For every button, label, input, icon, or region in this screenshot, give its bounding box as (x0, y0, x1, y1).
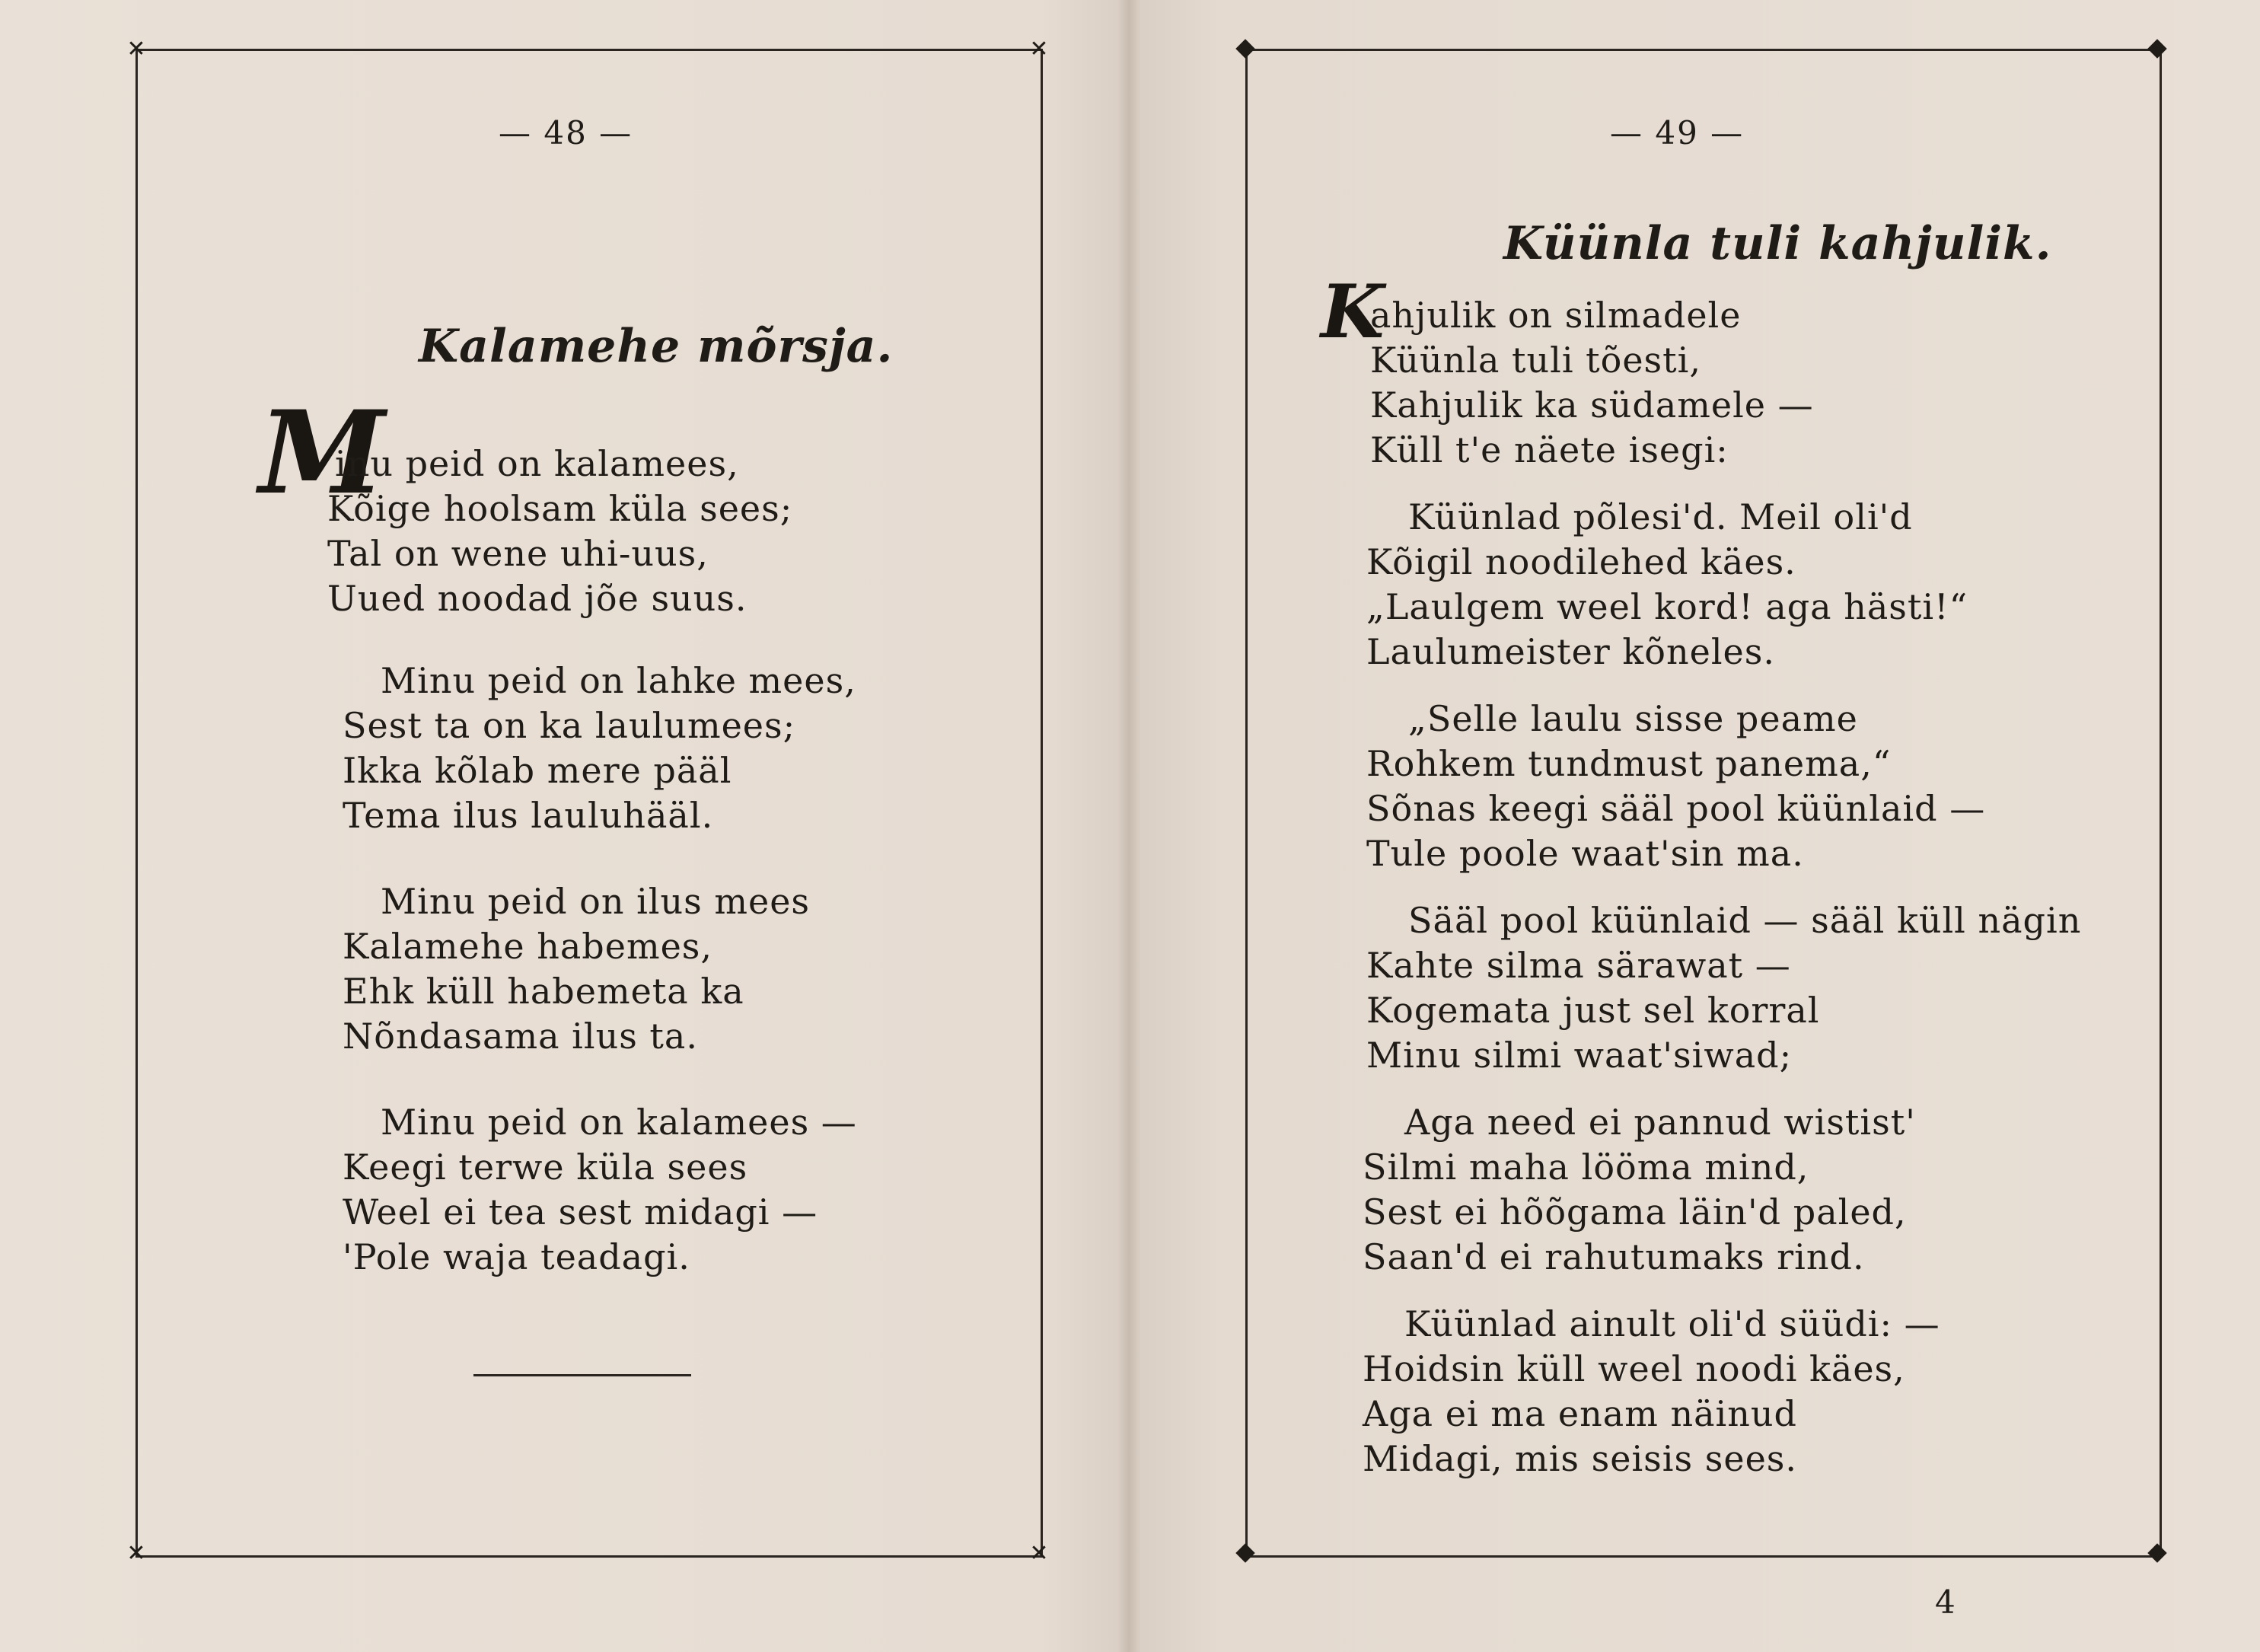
right-page-number: — 49 — (1610, 114, 1745, 151)
poem-line: Minu peid on ilus mees (381, 881, 811, 922)
poem-line: Saan'd ei rahutumaks rind. (1363, 1236, 1865, 1277)
poem-line: Kogemata just sel korral (1366, 990, 1820, 1031)
poem-line: Tema ilus lauluhääl. (343, 795, 714, 836)
right-drop-cap: K (1321, 269, 1385, 355)
poem-line: Sest ta on ka laulumees; (343, 705, 796, 746)
left-stanza-2 (343, 659, 856, 838)
poem-line: Rohkem tundmust panema,“ (1366, 743, 1892, 784)
end-of-poem-rule (473, 1374, 691, 1376)
poem-line: Tule poole waat'sin ma. (1366, 833, 1804, 874)
left-stanza-3 (343, 879, 810, 1059)
right-poem-title: Küünla tuli kahjulik. (1503, 217, 2052, 270)
poem-line: Sest ei hõõgama läin'd paled, (1363, 1191, 1907, 1233)
right-stanza-3 (1366, 697, 1985, 876)
poem-line: Minu peid on kalamees — (381, 1102, 857, 1143)
poem-line: Hoidsin küll weel noodi käes, (1363, 1348, 1905, 1389)
right-stanza-5 (1363, 1100, 1916, 1280)
left-stanza-4 (343, 1100, 857, 1280)
corner-ornament-icon: ✕ (126, 1540, 146, 1567)
right-stanza-6 (1363, 1302, 1940, 1481)
poem-line: 'Pole waja teadagi. (343, 1236, 690, 1277)
poem-line: Nõndasama ilus ta. (343, 1016, 698, 1057)
poem-line: Uued noodad jõe suus. (327, 578, 747, 619)
poem-line: Sõnas keegi sääl pool küünlaid — (1366, 788, 1986, 829)
poem-line: Tal on wene uhi-uus, (327, 533, 709, 574)
poem-line: Keegi terwe küla sees (343, 1147, 748, 1188)
poem-line: Küll t'e näete isegi: (1370, 429, 1729, 470)
poem-line: Küünla tuli tõesti, (1370, 340, 1701, 381)
right-stanza-4 (1366, 898, 2081, 1078)
right-stanza-1 (1370, 293, 1814, 473)
left-drop-cap: M (259, 386, 386, 520)
poem-line: Kalamehe habemes, (343, 926, 713, 967)
poem-line: Kahte silma särawat — (1366, 945, 1791, 986)
poem-line: Minu peid on lahke mees, (381, 660, 856, 701)
poem-line: Minu silmi waat'siwad; (1366, 1035, 1793, 1076)
poem-line: Aga ei ma enam näinud (1363, 1393, 1797, 1434)
poem-line: Ehk küll habemeta ka (343, 971, 744, 1012)
poem-line: Sääl pool küünlaid — sääl küll nägin (1408, 900, 2082, 941)
signature-mark: 4 (1935, 1583, 1956, 1621)
poem-line: Silmi maha lööma mind, (1363, 1147, 1809, 1188)
left-poem-title: Kalamehe mõrsja. (419, 320, 894, 373)
poem-line: Kahjulik ka südamele — (1370, 384, 1814, 426)
poem-line: Weel ei tea sest midagi — (343, 1191, 818, 1233)
poem-line: Kõige hoolsam küla sees; (327, 488, 793, 529)
book-gutter (1117, 0, 1140, 1652)
poem-line: Ikka kõlab mere pääl (343, 750, 732, 791)
corner-ornament-icon: ✕ (1029, 1540, 1049, 1567)
right-stanza-2 (1366, 495, 1968, 675)
poem-line: Kõigil noodilehed käes. (1366, 541, 1796, 582)
left-page-number: — 48 — (499, 114, 633, 151)
poem-line: „Selle laulu sisse peame (1408, 698, 1858, 739)
poem-line: inu peid on kalamees, (335, 443, 739, 484)
poem-line: „Laulgem weel kord! aga hästi!“ (1366, 586, 1968, 627)
left-stanza-1 (327, 442, 793, 621)
poem-line: Küünlad põlesi'd. Meil oli'd (1408, 496, 1913, 537)
poem-line: Küünlad ainult oli'd süüdi: — (1404, 1303, 1940, 1344)
poem-line: Aga need ei pannud wistist' (1404, 1102, 1916, 1143)
poem-line: Midagi, mis seisis sees. (1363, 1438, 1798, 1479)
corner-ornament-icon: ✕ (1029, 36, 1049, 62)
poem-line: ahjulik on silmadele (1370, 295, 1742, 336)
poem-line: Laulumeister kõneles. (1366, 631, 1775, 672)
corner-ornament-icon: ✕ (126, 36, 146, 62)
